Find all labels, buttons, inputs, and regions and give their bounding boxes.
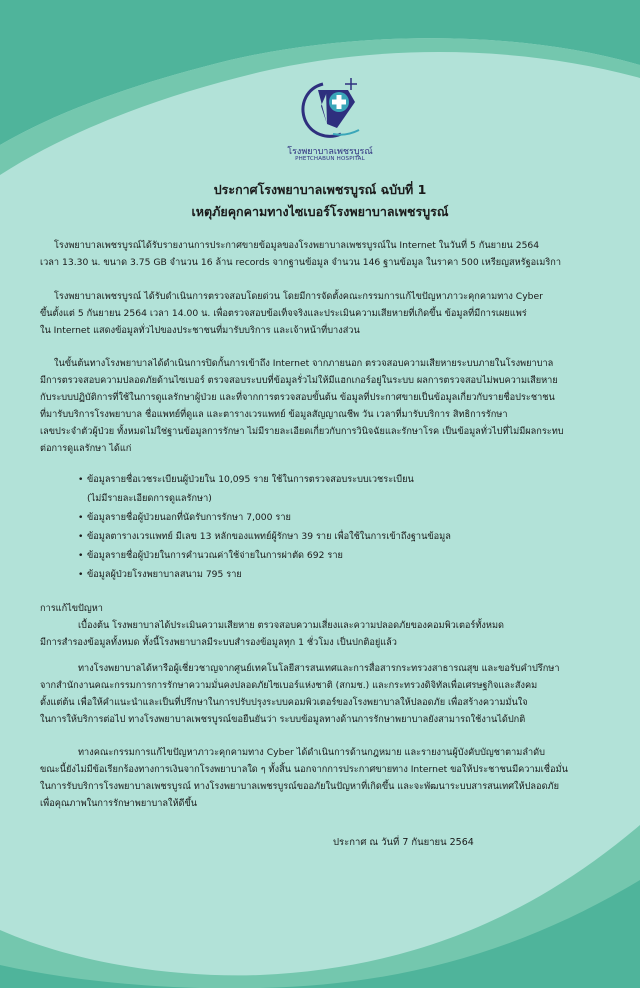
text-line: โรงพยาบาลเพชรบูรณ์ ได้รับดำเนินการตรวจสอบโดยด่วน โดยมีการจัดตั้งคณะกรรมการแก้ไขปัญหาภาวะคุกคามทาง Cyber [54, 291, 543, 302]
announcement-title: ประกาศโรงพยาบาลเพชรบูรณ์ ฉบับที่ 1 [213, 182, 427, 197]
text-line: ใน Internet แสดงข้อมูลทั่วไปของประชาชนที่มารับบริการ และเจ้าหน้าที่บางส่วน [40, 325, 360, 336]
text-line: เพื่อคุณภาพในการรักษาพยาบาลให้ดีขึ้น [40, 798, 198, 809]
announcement-subtitle: เหตุภัยคุกคามทางไซเบอร์โรงพยาบาลเพชรบูรณ์ [191, 204, 449, 219]
bullet-icon: • [78, 550, 84, 561]
bullet-icon: • [78, 474, 84, 485]
text-line: ขณะนี้ยังไม่มีข้อเรียกร้องทางการเงินจากโรงพยาบาลใด ๆ ทั้งสิ้น นอกจากการประกาศขายทาง Internet ขอให้ประชาชนมีความเชื่อมั่น [40, 764, 568, 775]
text-line: ตั้งแต่ต้น เพื่อให้คำแนะนำและเป็นที่ปรึกษาในการปรับปรุงระบบคอมพิวเตอร์ของโรงพยาบาลให้ปลอดภัย เพื่อสร้างความมั่นใจ [40, 697, 528, 708]
text-line: เลขประจำตัวผู้ป่วย ทั้งหมดไม่ใช่ฐานข้อมูลการรักษา ไม่มีรายละเอียดเกี่ยวกับการวินิจฉัยและรักษาโรค เป็นข้อมูลทั่วไปที่ไม่มีผลกระทบ [40, 426, 564, 437]
paragraph-expert-consult [40, 660, 608, 728]
text-line: ทางคณะกรรมการแก้ไขปัญหาภาวะคุกคามทาง Cyber ได้ดำเนินการด้านกฎหมาย และรายงานผู้บังคับบัญชาตามลำดับ [78, 747, 545, 758]
paragraph-initial-findings [40, 355, 608, 457]
text-line: ในการให้บริการต่อไป ทางโรงพยาบาลเพชรบูรณ์ขอยืนยันว่า ระบบข้อมูลทางด้านการรักษาพยาบาลยังสามารถใช้งานได้ปกติ [40, 714, 526, 725]
text-line: เวลา 13.30 น. ขนาด 3.75 GB จำนวน 16 ล้าน records จากฐานข้อมูล จำนวน 146 ฐานข้อมูล ในราคา 500 เหรียญสหรัฐอเมริกา [40, 257, 562, 268]
text-line: ในขั้นต้นทางโรงพยาบาลได้ดำเนินการปิดกั้นการเข้าถึง Internet จากภายนอก ตรวจสอบความเสียหายระบบภายในโรงพยาบาล [54, 358, 554, 369]
list-item: • ข้อมูลรายชื่อเวชระเบียนผู้ป่วยใน 10,095 ราย ใช้ในการตรวจสอบระบบเวชระเบียน [78, 470, 451, 489]
list-item: • ข้อมูลตารางเวรแพทย์ มีเลข 13 หลักของแพทย์ผู้รักษา 39 ราย เพื่อใช้ในการเข้าถึงฐานข้อมูล [78, 527, 451, 546]
text-line: กับระบบปฏิบัติการที่ใช้ในการดูแลรักษาผู้ป่วย และที่จากการตรวจสอบขั้นต้น ข้อมูลที่ประกาศขายเป็นข้อมูลเกี่ยวกับรายชื่อประชาชน [40, 392, 555, 403]
list-item: • ข้อมูลรายชื่อผู้ป่วยในการคำนวณค่าใช้จ่ายในการผ่าตัด 692 ราย [78, 546, 451, 565]
logo-name-thai: โรงพยาบาลเพชรบูรณ์ [287, 147, 373, 157]
text-line: มีการตรวจสอบความปลอดภัยด้านไซเบอร์ ตรวจสอบระบบที่ข้อมูลรั่วไม่ให้มีแฮกเกอร์อยู่ในระบบ ผลการตรวจสอบไม่พบความเสียหาย [40, 375, 558, 386]
leaked-data-list [78, 470, 451, 584]
text-line: โรงพยาบาลเพชรบูรณ์ได้รับรายงานการประกาศขายข้อมูลของโรงพยาบาลเพชรบูรณ์ใน Internet ในวันที่ 5 กันยายน 2564 [54, 240, 540, 251]
text-line: ในการรับบริการโรงพยาบาลเพชรบูรณ์ ทางโรงพยาบาลเพชรบูรณ์ขออภัยในปัญหาที่เกิดขึ้น และจะพัฒนาระบบสารสนเทศให้ปลอดภัย [40, 781, 559, 792]
logo-name-english: PHETCHABUN HOSPITAL [295, 156, 365, 162]
paragraph-legal-action [40, 744, 608, 812]
text-line: ต่อการดูแลรักษา ได้แก่ [40, 443, 132, 454]
paragraph-report [40, 237, 608, 271]
text-line: ที่มารับบริการโรงพยาบาล ชื่อแพทย์ที่ดูแล และตารางเวรแพทย์ ข้อมูลสัญญาณชีพ วัน เวลาที่มารับบริการ สิทธิการรักษา [40, 409, 508, 420]
list-item: • ข้อมูลผู้ป่วยโรงพยาบาลสนาม 795 ราย [78, 565, 451, 584]
text-line: เบื้องต้น โรงพยาบาลได้ประเมินความเสียหาย ตรวจสอบความเสี่ยงและความปลอดภัยของคอมพิวเตอร์ทั้งหมด [78, 620, 504, 631]
bullet-icon: • [78, 512, 84, 523]
section-remediation [40, 600, 608, 651]
section-heading: การแก้ไขปัญหา [40, 603, 103, 614]
hospital-logo [285, 76, 375, 168]
announcement-date: ประกาศ ณ วันที่ 7 กันยายน 2564 [333, 837, 474, 848]
list-item-continuation: (ไม่มีรายละเอียดการดูแลรักษา) [87, 493, 212, 504]
hospital-cross-diamond-icon [293, 76, 367, 144]
bullet-icon: • [78, 531, 84, 542]
text-line: จากสำนักงานคณะกรรมการการรักษาความมั่นคงปลอดภัยไซเบอร์แห่งชาติ (สกมช.) และกระทรวงดิจิทัลเพื่อเศรษฐกิจและสังคม [40, 680, 538, 691]
text-line: ขึ้นตั้งแต่ 5 กันยายน 2564 เวลา 14.00 น. เพื่อตรวจสอบข้อเท็จจริงและประเมินความเสียหายที่เกิดขึ้น ข้อมูลที่มีการเผยแพร่ [40, 308, 527, 319]
list-item: • ข้อมูลรายชื่อผู้ป่วยนอกที่นัดรับการรักษา 7,000 ราย [78, 508, 451, 527]
bullet-icon: • [78, 569, 84, 580]
text-line: ทางโรงพยาบาลได้หารือผู้เชี่ยวชาญจากศูนย์เทคโนโลยีสารสนเทศและการสื่อสารกระทรวงสาธารณสุข และขอรับคำปรึกษา [78, 663, 560, 674]
text-line: มีการสำรองข้อมูลทั้งหมด ทั้งนี้โรงพยาบาลมีระบบสำรองข้อมูลทุก 1 ชั่วโมง เป็นปกติอยู่แล้ว [40, 637, 397, 648]
paragraph-investigation [40, 288, 608, 339]
